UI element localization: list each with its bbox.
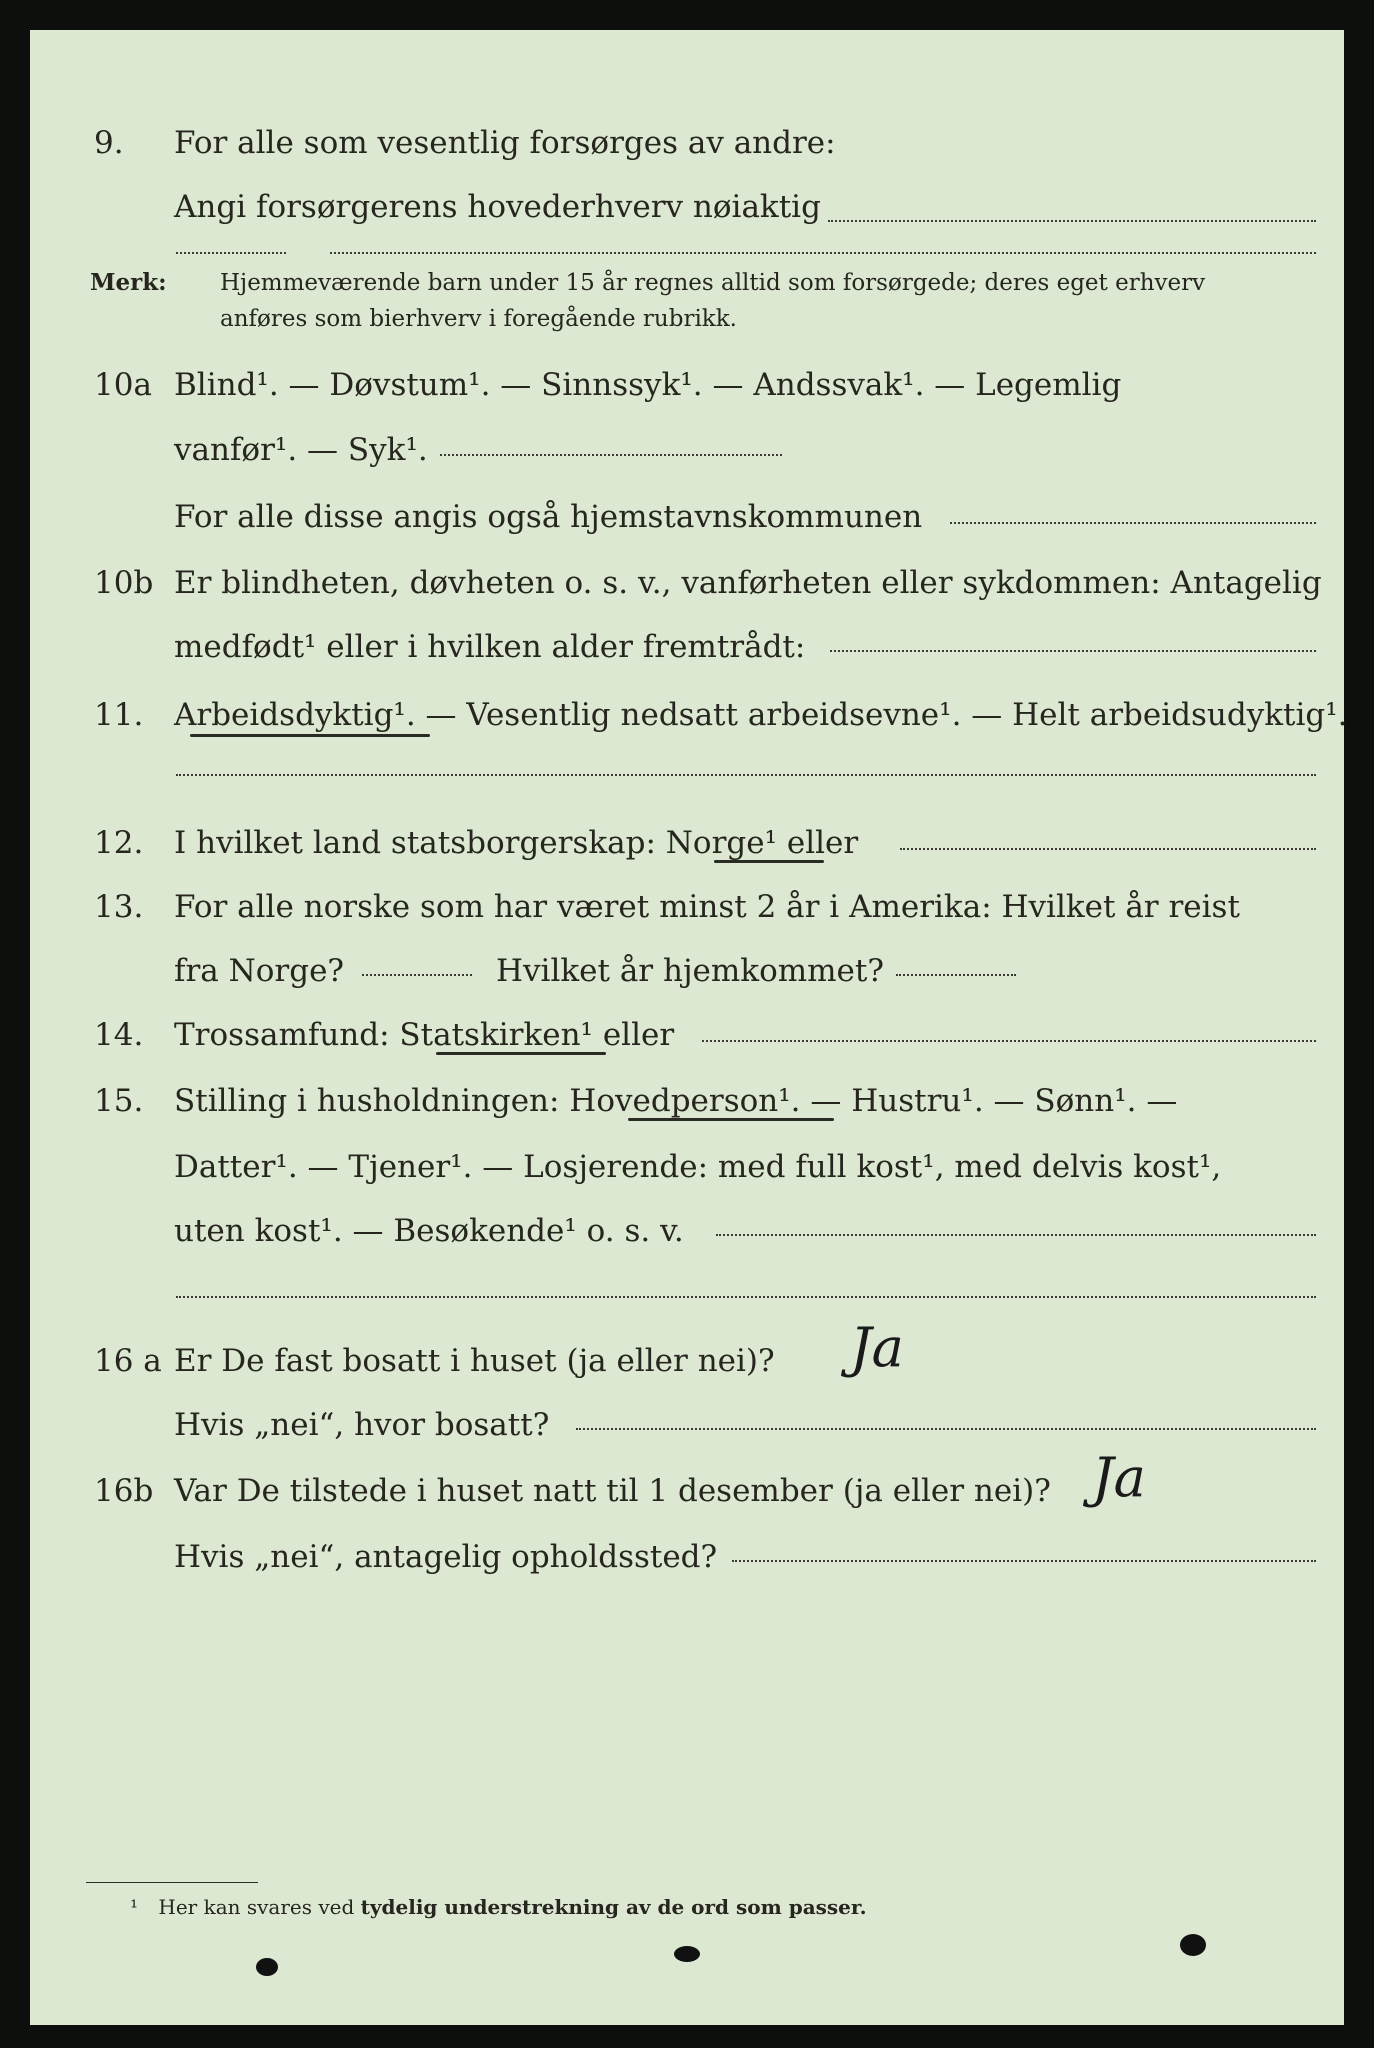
q13-hjemkommet-line[interactable]	[896, 974, 1016, 976]
q12-underline-mark	[714, 860, 824, 863]
q10b-row-1	[30, 558, 1344, 608]
q9-text-1: For alle som vesentlig forsørges av andre:	[174, 125, 836, 161]
q10a-row-1	[30, 360, 1344, 410]
q14-number: 14.	[94, 1017, 144, 1053]
q10a-row-2	[30, 425, 1344, 475]
q9-text-2: Angi forsørgerens hovederhverv nøiaktig	[174, 189, 821, 225]
q16b-text-1: Var De tilstede i huset natt til 1 desember (ja eller nei)?	[174, 1473, 1051, 1509]
q14-underline-mark	[436, 1052, 606, 1055]
ink-blot-icon	[1180, 1934, 1206, 1956]
q16a-handwritten-answer[interactable]: Ja	[850, 1316, 904, 1379]
q14-answer-line[interactable]	[702, 1040, 1316, 1042]
q16a-row-1	[30, 1336, 1344, 1386]
q10a-number: 10a	[94, 367, 152, 403]
q15-text-1: Stilling i husholdningen: Hovedperson¹. — Hustru¹. — Sønn¹. —	[174, 1083, 1178, 1119]
q12-answer-line[interactable]	[900, 848, 1316, 850]
q16b-answer-line[interactable]	[732, 1560, 1316, 1562]
q10a-text-3: For alle disse angis også hjemstavnskommunen	[174, 499, 923, 535]
q10a-text-2: vanfør¹. — Syk¹.	[174, 432, 428, 468]
q10a-text-1: Blind¹. — Døvstum¹. — Sinnssyk¹. — Andssvak¹. — Legemlig	[174, 367, 1122, 403]
q9-row-1	[30, 118, 1344, 168]
q15-row-3	[30, 1206, 1344, 1256]
q11-underline-mark	[190, 734, 430, 737]
q13-number: 13.	[94, 889, 144, 925]
q15-number: 15.	[94, 1083, 144, 1119]
q10a-answer-line[interactable]	[950, 522, 1316, 524]
q13-row-2	[30, 946, 1344, 996]
merk-label: Merk:	[90, 269, 167, 296]
q10b-number: 10b	[94, 565, 154, 601]
q15-extra-line[interactable]	[176, 1296, 1316, 1298]
q10b-row-2	[30, 622, 1344, 672]
q16b-handwritten-answer[interactable]: Ja	[1092, 1446, 1146, 1509]
q16b-number: 16b	[94, 1473, 154, 1509]
q10b-text-1: Er blindheten, døvheten o. s. v., vanførheten eller sykdommen: Antagelig	[174, 565, 1322, 601]
q15-underline-mark	[628, 1118, 834, 1121]
q16a-answer-line[interactable]	[576, 1428, 1316, 1430]
footnote-rule	[86, 1882, 258, 1883]
q11-text: Arbeidsdyktig¹. — Vesentlig nedsatt arbeidsevne¹. — Helt arbeidsudyktig¹.	[174, 697, 1348, 733]
ink-blot-icon	[256, 1958, 278, 1976]
footnote-bold-text: tydelig understrekning av de ord som passer.	[360, 1895, 867, 1919]
q9-answer-line[interactable]	[828, 220, 1316, 222]
q16a-text-2: Hvis „nei“, hvor bosatt?	[174, 1407, 550, 1443]
q11-answer-line[interactable]	[176, 774, 1316, 776]
q12-row	[30, 818, 1344, 868]
footnote-text: Her kan svares ved	[158, 1895, 355, 1919]
q13-row-1	[30, 882, 1344, 932]
q16b-text-2: Hvis „nei“, antagelig opholdssted?	[174, 1539, 718, 1575]
q14-row	[30, 1010, 1344, 1060]
q9-extra-line-b[interactable]	[330, 252, 1316, 254]
q14-text: Trossamfund: Statskirken¹ eller	[174, 1017, 675, 1053]
footnote-mark: ¹	[130, 1895, 139, 1919]
q9-row-2	[30, 182, 1344, 232]
q12-text: I hvilket land statsborgerskap: Norge¹ eller	[174, 825, 859, 861]
footnote	[130, 1892, 867, 1922]
q10b-text-2: medfødt¹ eller i hvilken alder fremtrådt:	[174, 629, 806, 665]
q15-row-2	[30, 1142, 1344, 1192]
merk-text-2: anføres som bierhverv i foregående rubrikk.	[220, 306, 737, 332]
q12-number: 12.	[94, 825, 144, 861]
q11-row	[30, 690, 1348, 740]
q15-text-2: Datter¹. — Tjener¹. — Losjerende: med full kost¹, med delvis kost¹,	[174, 1149, 1222, 1185]
q13-text-1: For alle norske som har været minst 2 år i Amerika: Hvilket år reist	[174, 889, 1240, 925]
ink-blot-icon	[674, 1946, 700, 1962]
q10a-row-3	[30, 492, 1344, 542]
q16b-row-2	[30, 1532, 1344, 1582]
q15-answer-line[interactable]	[716, 1234, 1316, 1236]
q16b-row-1	[30, 1466, 1344, 1516]
q16a-text-1: Er De fast bosatt i huset (ja eller nei)?	[174, 1343, 775, 1379]
q15-text-3: uten kost¹. — Besøkende¹ o. s. v.	[174, 1213, 684, 1249]
q16a-row-2	[30, 1400, 1344, 1450]
census-form-page	[30, 30, 1348, 2025]
q13-text-2b: Hvilket år hjemkommet?	[496, 953, 884, 989]
q9-number: 9.	[94, 125, 124, 161]
q16a-number: 16 a	[94, 1343, 162, 1379]
q13-text-2a: fra Norge?	[174, 953, 345, 989]
q11-number: 11.	[94, 697, 144, 733]
merk-text-1: Hjemmeværende barn under 15 år regnes alltid som forsørgede; deres eget erhverv	[220, 270, 1206, 296]
q10b-answer-line[interactable]	[830, 650, 1316, 652]
q9-extra-line-a[interactable]	[176, 252, 286, 254]
q13-reist-line[interactable]	[362, 974, 472, 976]
q10a-syk-line[interactable]	[440, 454, 782, 456]
